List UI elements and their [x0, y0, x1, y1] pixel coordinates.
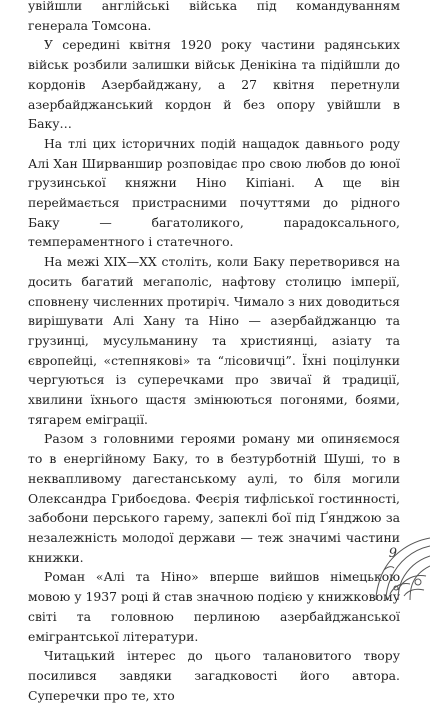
paragraph-5: Разом з головними героями роману ми опиняємося то в енергійному Баку, то в безтурботній Шуші, то в неквапливому дагестанському аулі, то біля могили Олександра Грибоєдова. Феєрія тифліської гостинності, забобони перського гарему, запеклі бої під Ґянджою за незалежність молодої держави — теж значимі частини книжки.: [28, 431, 400, 565]
paragraph-7: Читацький інтерес до цього талановитого твору посилився завдяки загадковості його автора. Суперечки про те, хто: [28, 648, 400, 703]
paragraph-4: На межі XIX—XX століть, коли Баку перетворився на досить багатий мегаполіс, нафтову столицю імперії, сповнену численних протиріч. Чимало з них доводиться вирішувати Алі Хану та Ніно — азербайджанцю та грузинці, мусульманину та християнці, азіату та європейці, «степнякові» та “лісовичці”. Їхні поцілунки чергуються із суперечками про звичаї й традиції, хвилини їхнього щастя змінюються погонями, боями, тягарем еміграції.: [28, 254, 400, 427]
page-body: [28, 0, 400, 705]
paragraph-6: Роман «Алі та Ніно» вперше вийшов німецькою мовою у 1937 році й став значною подією у книжковому світі та головною перлиною азербайджанської емігрантської літератури.: [28, 569, 400, 644]
page-number: 9: [388, 546, 397, 561]
corner-ornament-icon: [368, 530, 430, 600]
paragraph-3: На тлі цих історичних подій нащадок давнього роду Алі Хан Ширваншир розповідає про свою любов до юної грузинської княжни Ніно Кіпіані. А ще він переймається пристрасними почуттями до рідного Баку — багатоликого, парадоксального, темпераментного і статечного.: [28, 135, 400, 250]
paragraph-1: увійшли англійські війська під командуванням генерала Томсона.: [28, 0, 400, 33]
paragraph-2: У середині квітня 1920 року частини радянських військ розбили залишки військ Денікіна та підійшли до кордонів Азербайджану, а 27 квітня перетнули азербайджанський кордон й без опору увійшли в Баку…: [28, 37, 400, 132]
